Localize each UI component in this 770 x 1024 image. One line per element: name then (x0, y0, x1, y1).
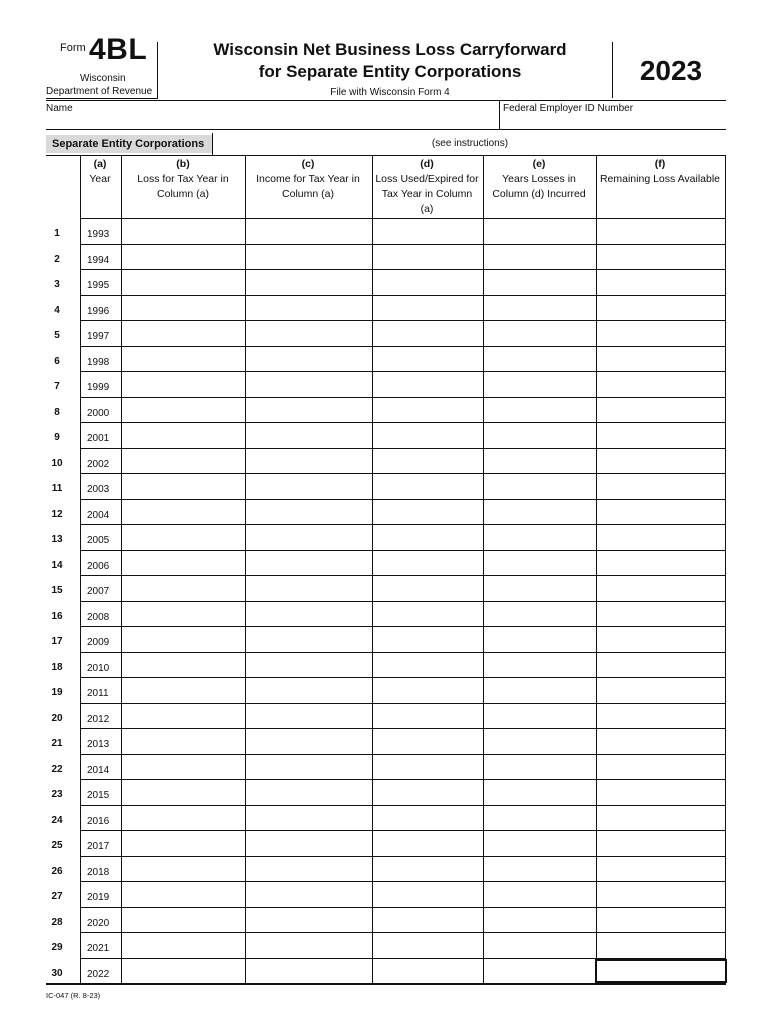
amount-cell-e[interactable] (484, 653, 596, 678)
amount-cell-b[interactable] (122, 780, 245, 805)
row-year: 1995 (87, 280, 110, 291)
amount-cell-b[interactable] (122, 449, 245, 474)
amount-cell-e[interactable] (484, 704, 596, 729)
amount-cell-d[interactable] (373, 245, 483, 270)
row-year: 2017 (87, 841, 110, 852)
amount-cell-b[interactable] (122, 372, 245, 397)
line-number: 26 (51, 865, 63, 877)
amount-cell-b[interactable] (122, 525, 245, 550)
amount-cell-c[interactable] (246, 296, 372, 321)
form-number: 4BL (89, 33, 148, 66)
name-label: Name (46, 103, 73, 114)
line-number: 7 (54, 381, 60, 392)
amount-cell-d[interactable] (373, 347, 483, 372)
name-row-bottom-rule (46, 129, 726, 130)
amount-cell-d[interactable] (373, 831, 483, 856)
column-divider (80, 155, 81, 983)
row-year: 2001 (87, 433, 110, 444)
line-number: 13 (51, 534, 63, 545)
amount-cell-b[interactable] (122, 474, 245, 499)
amount-cell-c[interactable] (246, 551, 372, 576)
row-year: 2014 (87, 764, 110, 776)
amount-cell-f[interactable] (597, 908, 725, 933)
header-divider-right (612, 42, 613, 98)
amount-cell-f[interactable] (597, 857, 725, 882)
amount-cell-e[interactable] (484, 296, 596, 321)
line-number: 24 (51, 814, 63, 826)
amount-cell-d[interactable] (373, 908, 483, 933)
row-year: 2022 (87, 968, 110, 980)
amount-cell-e[interactable] (484, 245, 596, 270)
remaining-loss-total-box (595, 959, 727, 984)
amount-cell-c[interactable] (246, 500, 372, 525)
amount-cell-f[interactable] (597, 449, 725, 474)
amount-cell-c[interactable] (246, 959, 372, 984)
amount-cell-c[interactable] (246, 780, 372, 805)
amount-cell-d[interactable] (373, 806, 483, 831)
amount-cell-b[interactable] (122, 806, 245, 831)
amount-cell-e[interactable] (484, 933, 596, 958)
row-year: 1996 (87, 305, 110, 317)
line-number: 29 (51, 942, 63, 953)
amount-cell-e[interactable] (484, 755, 596, 780)
amount-cell-c[interactable] (246, 678, 372, 703)
amount-cell-b[interactable] (122, 500, 245, 525)
amount-cell-d[interactable] (373, 423, 483, 448)
amount-cell-d[interactable] (373, 857, 483, 882)
amount-cell-b[interactable] (122, 755, 245, 780)
amount-cell-e[interactable] (484, 398, 596, 423)
amount-cell-b[interactable] (122, 933, 245, 958)
amount-cell-e[interactable] (484, 857, 596, 882)
agency-state: Wisconsin (80, 73, 126, 84)
column-header-c (246, 157, 370, 202)
row-year: 1994 (87, 254, 110, 266)
amount-cell-c[interactable] (246, 882, 372, 907)
amount-cell-f[interactable] (597, 245, 725, 270)
amount-cell-d[interactable] (373, 627, 483, 652)
amount-cell-e[interactable] (484, 423, 596, 448)
amount-cell-f[interactable] (597, 704, 725, 729)
row-year: 2007 (87, 586, 110, 597)
column-letter: (b) (176, 158, 190, 170)
amount-cell-f[interactable] (597, 933, 725, 958)
amount-cell-d[interactable] (373, 959, 483, 984)
amount-cell-d[interactable] (373, 500, 483, 525)
amount-cell-e[interactable] (484, 908, 596, 933)
amount-cell-f[interactable] (597, 423, 725, 448)
line-number: 19 (51, 687, 63, 698)
amount-cell-f[interactable] (597, 602, 725, 627)
line-number: 15 (51, 585, 63, 596)
line-number: 16 (51, 610, 63, 622)
line-number: 11 (51, 483, 63, 494)
amount-cell-b[interactable] (122, 219, 245, 244)
column-header-f (598, 157, 722, 187)
amount-cell-f[interactable] (597, 321, 725, 346)
amount-cell-d[interactable] (373, 704, 483, 729)
amount-cell-c[interactable] (246, 321, 372, 346)
fein-label: Federal Employer ID Number (503, 103, 634, 114)
column-text: Remaining Loss Available (599, 173, 721, 185)
line-number: 21 (51, 738, 63, 749)
amount-cell-d[interactable] (373, 321, 483, 346)
amount-cell-c[interactable] (246, 347, 372, 372)
amount-cell-b[interactable] (122, 321, 245, 346)
amount-cell-e[interactable] (484, 270, 596, 295)
amount-cell-c[interactable] (246, 755, 372, 780)
amount-cell-d[interactable] (373, 882, 483, 907)
amount-cell-e[interactable] (484, 959, 596, 984)
amount-cell-b[interactable] (122, 729, 245, 754)
amount-cell-f[interactable] (597, 270, 725, 295)
amount-cell-b[interactable] (122, 602, 245, 627)
amount-cell-d[interactable] (373, 780, 483, 805)
column-letter: (c) (301, 158, 315, 170)
amount-cell-c[interactable] (246, 423, 372, 448)
amount-cell-b[interactable] (122, 908, 245, 933)
row-year: 1997 (87, 331, 110, 342)
amount-cell-c[interactable] (246, 933, 372, 958)
amount-cell-f[interactable] (597, 780, 725, 805)
row-year: 2010 (87, 662, 110, 674)
amount-cell-e[interactable] (484, 831, 596, 856)
amount-cell-c[interactable] (246, 729, 372, 754)
column-letter: (e) (532, 158, 546, 170)
amount-cell-b[interactable] (122, 627, 245, 652)
row-year: 2018 (87, 866, 110, 878)
amount-cell-f[interactable] (597, 398, 725, 423)
amount-cell-e[interactable] (484, 449, 596, 474)
line-number: 23 (51, 789, 63, 800)
amount-cell-d[interactable] (373, 729, 483, 754)
amount-cell-c[interactable] (246, 525, 372, 550)
amount-cell-f[interactable] (597, 551, 725, 576)
line-number: 17 (51, 636, 63, 647)
amount-cell-e[interactable] (484, 882, 596, 907)
header-rule-left (46, 98, 158, 99)
amount-cell-c[interactable] (246, 857, 372, 882)
amount-cell-b[interactable] (122, 576, 245, 601)
amount-cell-b[interactable] (122, 423, 245, 448)
amount-cell-f[interactable] (597, 347, 725, 372)
amount-cell-f[interactable] (597, 729, 725, 754)
amount-cell-b[interactable] (122, 270, 245, 295)
amount-cell-b[interactable] (122, 678, 245, 703)
column-header-a (80, 157, 120, 187)
amount-cell-f[interactable] (597, 296, 725, 321)
column-divider (725, 155, 726, 983)
amount-cell-d[interactable] (373, 678, 483, 703)
amount-cell-e[interactable] (484, 347, 596, 372)
amount-cell-c[interactable] (246, 372, 372, 397)
amount-cell-c[interactable] (246, 908, 372, 933)
amount-cell-d[interactable] (373, 219, 483, 244)
column-text: Year (89, 173, 111, 185)
amount-cell-f[interactable] (597, 882, 725, 907)
amount-cell-c[interactable] (246, 219, 372, 244)
amount-cell-f[interactable] (597, 806, 725, 831)
amount-cell-e[interactable] (484, 321, 596, 346)
row-year: 2005 (87, 535, 110, 546)
name-row-top-rule (46, 100, 726, 101)
section-note: (see instructions) (431, 138, 509, 149)
amount-cell-b[interactable] (122, 831, 245, 856)
amount-cell-c[interactable] (246, 449, 372, 474)
form-subtitle: File with Wisconsin Form 4 (330, 87, 450, 98)
row-year: 2004 (87, 509, 110, 521)
amount-cell-e[interactable] (484, 551, 596, 576)
amount-cell-e[interactable] (484, 500, 596, 525)
amount-cell-b[interactable] (122, 959, 245, 984)
row-year: 2021 (87, 943, 110, 954)
amount-cell-e[interactable] (484, 474, 596, 499)
agency-department: Department of Revenue (46, 86, 153, 97)
amount-cell-d[interactable] (373, 398, 483, 423)
amount-cell-e[interactable] (484, 678, 596, 703)
column-text: Loss for Tax Year in Column (a) (137, 173, 229, 200)
form-code: IC-047 (R. 8-23) (46, 991, 101, 1000)
column-text: Loss Used/Expired for Tax Year in Column (a) (375, 173, 479, 215)
row-year: 1993 (87, 229, 110, 240)
amount-cell-c[interactable] (246, 602, 372, 627)
amount-cell-b[interactable] (122, 882, 245, 907)
amount-cell-b[interactable] (122, 857, 245, 882)
row-year: 2015 (87, 790, 110, 801)
line-number: 2 (54, 253, 60, 265)
amount-cell-c[interactable] (246, 245, 372, 270)
line-number: 1 (54, 228, 60, 239)
amount-cell-d[interactable] (373, 653, 483, 678)
row-year: 1999 (87, 382, 110, 393)
line-number: 5 (54, 330, 60, 341)
line-number: 18 (51, 661, 63, 673)
form-title-line2: for Separate Entity Corporations (258, 62, 522, 81)
row-year: 2006 (87, 560, 110, 572)
row-year: 2019 (87, 892, 110, 903)
line-number: 9 (54, 432, 60, 443)
form-title-line1: Wisconsin Net Business Loss Carryforward (213, 40, 567, 59)
amount-cell-f[interactable] (597, 653, 725, 678)
amount-cell-d[interactable] (373, 372, 483, 397)
amount-cell-f[interactable] (597, 576, 725, 601)
amount-cell-e[interactable] (484, 627, 596, 652)
amount-cell-e[interactable] (484, 780, 596, 805)
row-year: 2008 (87, 611, 110, 623)
column-text: Income for Tax Year in Column (a) (256, 173, 360, 200)
line-number: 22 (51, 763, 63, 775)
amount-cell-e[interactable] (484, 729, 596, 754)
amount-cell-d[interactable] (373, 270, 483, 295)
column-letter: (f) (654, 158, 666, 170)
amount-cell-d[interactable] (373, 551, 483, 576)
line-number: 20 (51, 712, 63, 724)
amount-cell-b[interactable] (122, 398, 245, 423)
amount-cell-f[interactable] (597, 831, 725, 856)
line-number: 14 (51, 559, 63, 571)
row-year: 2003 (87, 484, 110, 495)
amount-cell-c[interactable] (246, 806, 372, 831)
amount-cell-b[interactable] (122, 245, 245, 270)
line-number: 12 (51, 508, 63, 520)
line-number: 3 (54, 279, 60, 290)
amount-cell-c[interactable] (246, 704, 372, 729)
amount-cell-b[interactable] (122, 704, 245, 729)
column-header-b (122, 157, 244, 202)
amount-cell-c[interactable] (246, 398, 372, 423)
line-number: 30 (51, 967, 63, 979)
amount-cell-f[interactable] (597, 500, 725, 525)
column-header-d (374, 157, 480, 217)
amount-cell-d[interactable] (373, 755, 483, 780)
amount-cell-e[interactable] (484, 372, 596, 397)
amount-cell-f[interactable] (597, 678, 725, 703)
amount-cell-b[interactable] (122, 296, 245, 321)
row-year: 1998 (87, 356, 110, 368)
amount-cell-d[interactable] (373, 933, 483, 958)
row-year: 2016 (87, 815, 110, 827)
amount-cell-c[interactable] (246, 474, 372, 499)
amount-cell-e[interactable] (484, 219, 596, 244)
amount-cell-c[interactable] (246, 576, 372, 601)
amount-cell-f[interactable] (597, 755, 725, 780)
column-letter: (d) (420, 158, 434, 170)
amount-cell-b[interactable] (122, 551, 245, 576)
amount-cell-d[interactable] (373, 525, 483, 550)
line-number: 10 (51, 457, 63, 469)
amount-cell-c[interactable] (246, 831, 372, 856)
line-number: 25 (51, 840, 63, 851)
amount-cell-f[interactable] (597, 474, 725, 499)
line-number: 4 (54, 304, 60, 316)
row-year: 2012 (87, 713, 110, 725)
column-text: Years Losses in Column (d) Incurred (492, 173, 586, 200)
amount-cell-f[interactable] (597, 525, 725, 550)
row-year: 2013 (87, 739, 110, 750)
amount-cell-f[interactable] (597, 219, 725, 244)
tax-year: 2023 (639, 55, 703, 86)
row-year: 2002 (87, 458, 110, 470)
row-year: 2000 (87, 407, 110, 419)
column-header-e (484, 157, 594, 202)
section-title: Separate Entity Corporations (46, 135, 212, 153)
fein-field[interactable] (503, 115, 725, 129)
amount-cell-d[interactable] (373, 576, 483, 601)
amount-cell-d[interactable] (373, 602, 483, 627)
amount-cell-f[interactable] (597, 627, 725, 652)
amount-cell-e[interactable] (484, 602, 596, 627)
line-number: 8 (54, 406, 60, 418)
line-number: 27 (51, 891, 63, 902)
amount-cell-d[interactable] (373, 296, 483, 321)
line-number: 6 (54, 355, 60, 367)
amount-cell-c[interactable] (246, 627, 372, 652)
amount-cell-e[interactable] (484, 525, 596, 550)
amount-cell-b[interactable] (122, 653, 245, 678)
form-label: Form (60, 42, 86, 54)
amount-cell-e[interactable] (484, 576, 596, 601)
line-number: 28 (51, 916, 63, 928)
name-field[interactable] (46, 115, 498, 129)
amount-cell-b[interactable] (122, 347, 245, 372)
column-header-top-rule (46, 155, 726, 156)
amount-cell-c[interactable] (246, 653, 372, 678)
amount-cell-c[interactable] (246, 270, 372, 295)
amount-cell-f[interactable] (597, 372, 725, 397)
name-fein-divider (499, 100, 500, 129)
amount-cell-d[interactable] (373, 449, 483, 474)
amount-cell-d[interactable] (373, 474, 483, 499)
header-divider-left (157, 42, 158, 98)
row-rule (46, 983, 726, 985)
row-year: 2009 (87, 637, 110, 648)
row-year: 2011 (87, 688, 109, 699)
section-title-divider (212, 133, 213, 155)
amount-cell-e[interactable] (484, 806, 596, 831)
row-year: 2020 (87, 917, 110, 929)
column-letter: (a) (93, 158, 107, 170)
